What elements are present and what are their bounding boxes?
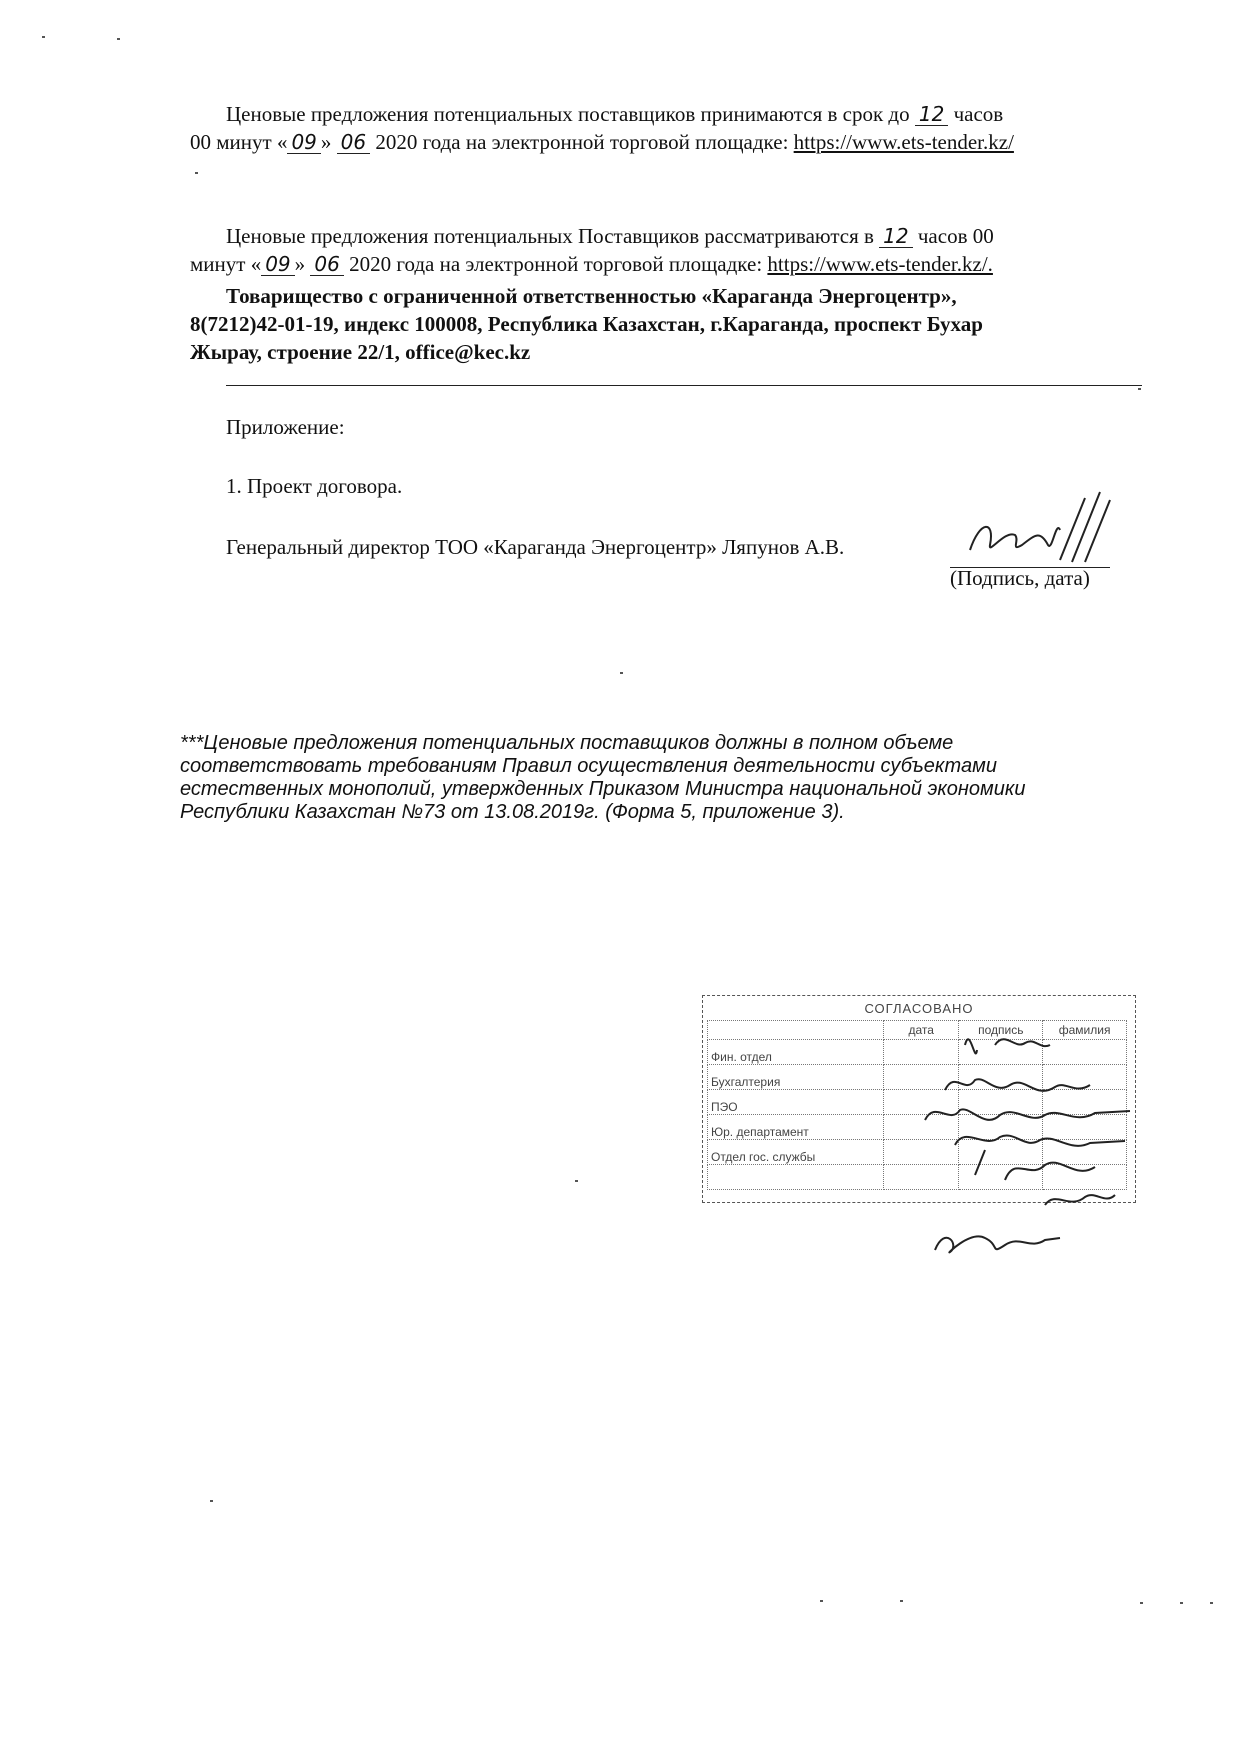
company-name: Товарищество с ограниченной ответственностью «Караганда Энергоцентр»,	[226, 284, 957, 308]
scan-speck	[117, 38, 120, 40]
department-cell: ПЭО	[708, 1090, 884, 1115]
director-name: Генеральный директор ТОО «Караганда Энергоцентр» Ляпунов А.В.	[226, 535, 845, 559]
scan-speck	[900, 1600, 903, 1602]
review-deadline-paragraph	[190, 222, 1145, 278]
scan-speck	[1138, 388, 1141, 390]
scan-speck	[42, 36, 45, 38]
handwritten-month: 06	[310, 253, 343, 276]
text: »	[294, 252, 306, 276]
handwritten-month: 06	[337, 131, 370, 154]
scan-speck	[210, 1500, 213, 1502]
column-header: подпись	[959, 1021, 1043, 1040]
scan-speck	[1210, 1602, 1213, 1604]
handwritten-hour: 12	[915, 103, 948, 126]
text: часов	[953, 102, 1004, 126]
extra-signature-scribble	[930, 1210, 1070, 1260]
director-signature-scribble	[960, 490, 1120, 570]
department-cell: Юр. департамент	[708, 1115, 884, 1140]
column-header	[708, 1021, 884, 1040]
text: Ценовые предложения потенциальных поставщиков принимаются в срок до	[226, 102, 910, 126]
text: Ценовые предложения потенциальных Поставщиков рассматриваются в	[226, 224, 874, 248]
ets-tender-link[interactable]: https://www.ets-tender.kz/	[793, 130, 1014, 154]
ets-tender-link[interactable]: https://www.ets-tender.kz/.	[767, 252, 993, 276]
divider	[226, 385, 1142, 386]
handwritten-hour: 12	[879, 225, 912, 248]
text: 1. Проект договора.	[226, 474, 403, 498]
handwritten-day: 09	[261, 253, 294, 276]
submission-deadline-paragraph	[190, 100, 1145, 156]
department-cell: Отдел гос. службы	[708, 1140, 884, 1165]
scan-speck	[1140, 1602, 1143, 1604]
scan-speck	[195, 172, 198, 174]
column-header: фамилия	[1043, 1021, 1127, 1040]
company-details	[190, 282, 1145, 366]
company-address-email: Жырау, строение 22/1, office@kec.kz	[190, 340, 531, 364]
text: минут «	[190, 252, 262, 276]
department-cell	[708, 1165, 884, 1190]
column-header: дата	[883, 1021, 958, 1040]
signature-caption: (Подпись, дата)	[950, 566, 1090, 590]
stamp-title: СОГЛАСОВАНО	[864, 1001, 974, 1016]
company-address: 8(7212)42-01-19, индекс 100008, Республика Казахстан, г.Караганда, проспект Бухар	[190, 312, 983, 336]
department-cell: Бухгалтерия	[708, 1065, 884, 1090]
appendix-heading	[190, 413, 1145, 441]
scan-speck	[575, 1180, 578, 1182]
scan-speck	[1180, 1602, 1183, 1604]
text: 2020 года на электронной торговой площадке:	[375, 130, 789, 154]
text: 2020 года на электронной торговой площадке:	[349, 252, 763, 276]
footnote-line: ***Ценовые предложения потенциальных поставщиков должны в полном объеме	[180, 732, 954, 754]
scan-speck	[820, 1600, 823, 1602]
footnote-line: соответствовать требованиям Правил осуществления деятельности субъектами	[180, 755, 997, 777]
text: Приложение:	[226, 415, 345, 439]
handwritten-day: 09	[287, 131, 320, 154]
scan-speck	[620, 672, 623, 674]
text: часов 00	[917, 224, 994, 248]
text: »	[320, 130, 332, 154]
footnote	[180, 732, 1140, 824]
department-cell: Фин. отдел	[708, 1040, 884, 1065]
footnote-line: Республики Казахстан №73 от 13.08.2019г. (Форма 5, приложение 3).	[180, 801, 845, 823]
footnote-line: естественных монополий, утвержденных Приказом Министра национальной экономики	[180, 778, 1026, 800]
text: 00 минут «	[190, 130, 288, 154]
